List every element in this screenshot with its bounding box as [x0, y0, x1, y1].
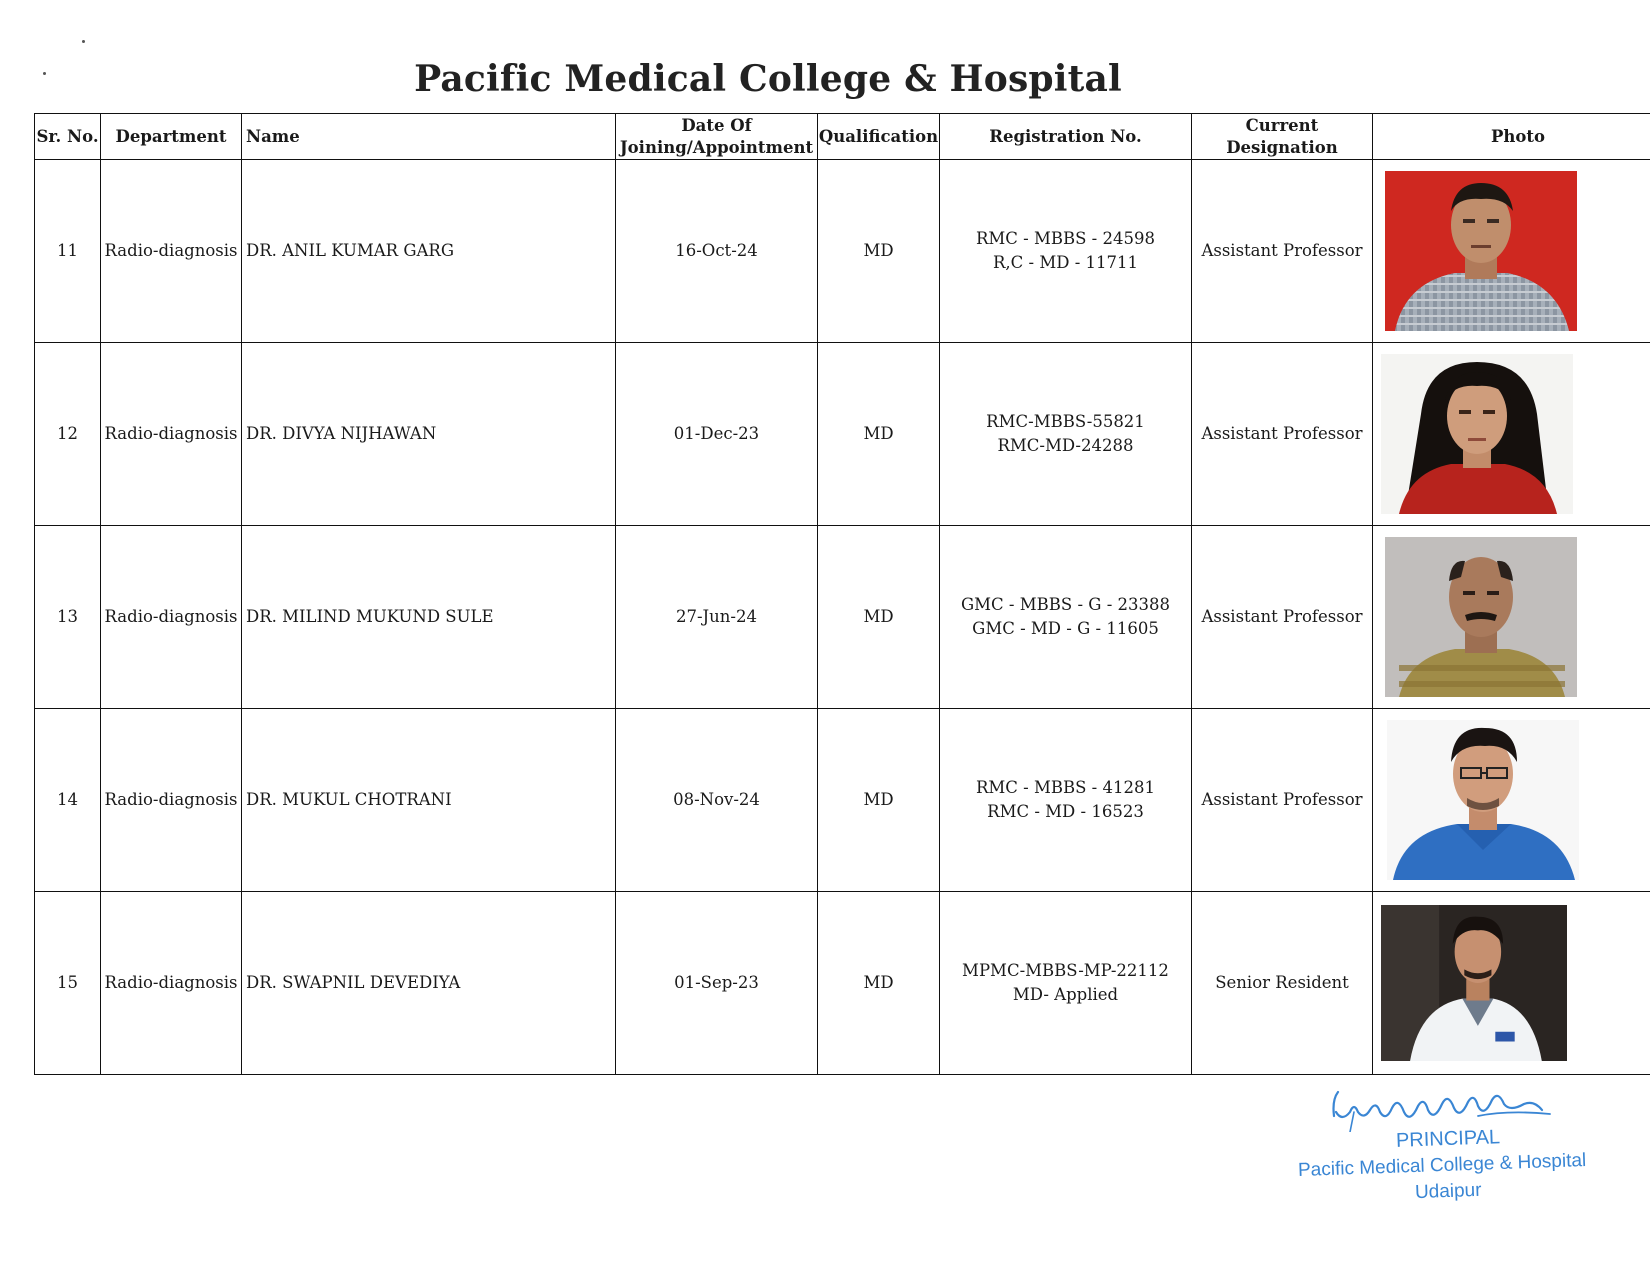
cell-qualification: MD [818, 526, 940, 709]
cell-registration [940, 709, 1192, 892]
cell-photo [1373, 709, 1650, 892]
cell-sr-no: 13 [35, 526, 101, 709]
portrait-photo [1381, 354, 1573, 514]
cell-name: DR. MILIND MUKUND SULE [242, 526, 616, 709]
header-photo: Photo [1373, 114, 1650, 160]
header-date-line2: Joining/Appointment [619, 137, 814, 157]
cell-name: DR. DIVYA NIJHAWAN [242, 343, 616, 526]
header-qualification: Qualification [818, 114, 940, 160]
cell-sr-no: 15 [35, 892, 101, 1075]
faculty-table [34, 113, 1650, 1075]
cell-name: DR. SWAPNIL DEVEDIYA [242, 892, 616, 1075]
stamp-institution: Pacific Medical College & Hospital [1297, 1149, 1587, 1182]
portrait-photo [1387, 720, 1579, 880]
portrait-photo [1385, 171, 1577, 331]
stamp-title: PRINCIPAL [1395, 1126, 1501, 1152]
header-department: Department [101, 114, 242, 160]
portrait-photo [1381, 905, 1567, 1061]
header-name: Name [242, 114, 616, 160]
registration-line: RMC - MBBS - 24598 [975, 229, 1155, 248]
table-row [35, 892, 1650, 1075]
stamp-city: Udaipur [1414, 1179, 1482, 1204]
cell-designation: Assistant Professor [1192, 526, 1373, 709]
table-row [35, 526, 1650, 709]
header-date-line1: Date Of [681, 115, 752, 135]
header-designation: Current Designation [1192, 114, 1373, 160]
scan-speck [82, 40, 85, 43]
cell-registration [940, 160, 1192, 343]
table-header-row [35, 114, 1650, 160]
cell-photo [1373, 892, 1650, 1075]
cell-registration [940, 526, 1192, 709]
cell-department: Radio-diagnosis [101, 709, 242, 892]
cell-registration [940, 892, 1192, 1075]
header-registration: Registration No. [940, 114, 1192, 160]
registration-line: MPMC-MBBS-MP-22112 [962, 961, 1169, 980]
cell-date: 01-Sep-23 [616, 892, 818, 1075]
cell-name: DR. ANIL KUMAR GARG [242, 160, 616, 343]
page-title: Pacific Medical College & Hospital [414, 58, 1122, 100]
cell-photo [1373, 160, 1650, 343]
table-row [35, 709, 1650, 892]
cell-designation: Assistant Professor [1192, 160, 1373, 343]
cell-department: Radio-diagnosis [101, 526, 242, 709]
cell-sr-no: 14 [35, 709, 101, 892]
cell-department: Radio-diagnosis [101, 892, 242, 1075]
cell-name: DR. MUKUL CHOTRANI [242, 709, 616, 892]
cell-designation: Senior Resident [1192, 892, 1373, 1075]
cell-qualification: MD [818, 709, 940, 892]
registration-line: RMC - MBBS - 41281 [975, 778, 1155, 797]
cell-department: Radio-diagnosis [101, 160, 242, 343]
cell-qualification: MD [818, 343, 940, 526]
registration-line: MD- Applied [1012, 985, 1119, 1004]
cell-date: 27-Jun-24 [616, 526, 818, 709]
cell-sr-no: 12 [35, 343, 101, 526]
cell-department: Radio-diagnosis [101, 343, 242, 526]
cell-registration [940, 343, 1192, 526]
cell-sr-no: 11 [35, 160, 101, 343]
signature-scribble [1328, 1082, 1558, 1132]
registration-line: RMC - MD - 16523 [987, 802, 1144, 821]
registration-line: RMC-MBBS-55821 [986, 412, 1145, 431]
header-date-of-joining [616, 114, 818, 160]
cell-date: 08-Nov-24 [616, 709, 818, 892]
cell-date: 01-Dec-23 [616, 343, 818, 526]
registration-line: GMC - MD - G - 11605 [972, 619, 1159, 638]
portrait-photo [1385, 537, 1577, 697]
cell-designation: Assistant Professor [1192, 709, 1373, 892]
registration-line: GMC - MBBS - G - 23388 [960, 595, 1170, 614]
cell-designation: Assistant Professor [1192, 343, 1373, 526]
cell-qualification: MD [818, 160, 940, 343]
header-sr-no: Sr. No. [35, 114, 101, 160]
cell-photo [1373, 526, 1650, 709]
registration-line: RMC-MD-24288 [997, 436, 1134, 455]
cell-photo [1373, 343, 1650, 526]
table-row [35, 160, 1650, 343]
table-row [35, 343, 1650, 526]
cell-qualification: MD [818, 892, 940, 1075]
registration-line: R,C - MD - 11711 [992, 253, 1139, 272]
cell-date: 16-Oct-24 [616, 160, 818, 343]
